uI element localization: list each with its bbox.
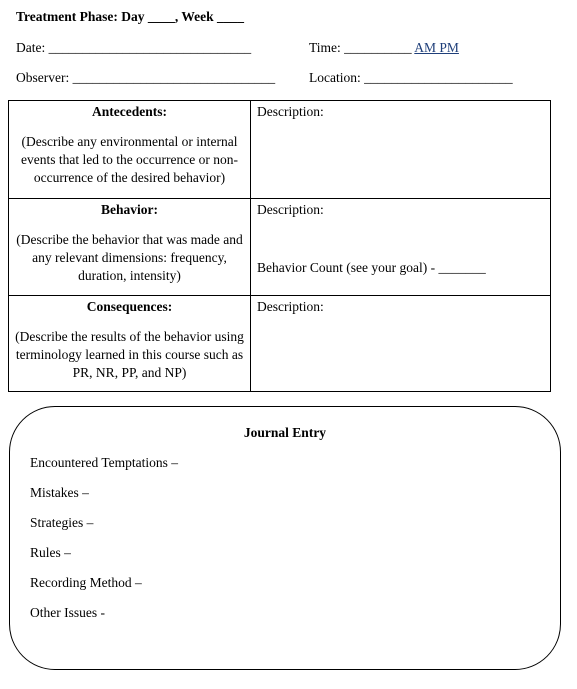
- location-field[interactable]: Location: ______________________: [309, 70, 513, 85]
- time-field[interactable]: [309, 40, 459, 56]
- journal-title: Journal Entry: [243, 425, 327, 440]
- behavior-heading: Behavior:: [101, 202, 158, 217]
- journal-item-other-issues[interactable]: Other Issues -: [30, 605, 105, 620]
- journal-entry-box[interactable]: [9, 406, 561, 670]
- journal-item-strategies[interactable]: Strategies –: [30, 515, 94, 530]
- behavior-description-cell[interactable]: [251, 199, 551, 296]
- am-pm-link[interactable]: AM PM: [414, 40, 459, 55]
- journal-item-recording-method[interactable]: Recording Method –: [30, 575, 142, 590]
- consequences-cell: [9, 296, 251, 392]
- journal-item-temptations[interactable]: Encountered Temptations –: [30, 455, 179, 470]
- behavior-cell: [9, 199, 251, 296]
- consequences-description-label: Description:: [257, 299, 324, 314]
- antecedents-instruction: (Describe any environmental or internal events that led to the occurrence or non-occurrence of the desired behavior): [20, 134, 239, 185]
- behavior-description-label: Description:: [257, 202, 324, 217]
- time-label: Time: __________: [309, 40, 412, 55]
- journal-item-mistakes[interactable]: Mistakes –: [30, 485, 89, 500]
- consequences-instruction: (Describe the results of the behavior using terminology learned in this course such as PR, NR, PP, and NP): [15, 329, 244, 380]
- behavior-count-field[interactable]: Behavior Count (see your goal) - _______: [257, 260, 486, 275]
- table-row-antecedents: [9, 101, 551, 199]
- consequences-heading: Consequences:: [86, 299, 173, 314]
- date-field[interactable]: Date: ______________________________: [16, 40, 252, 55]
- abc-table: [8, 100, 551, 392]
- antecedents-heading: Antecedents:: [92, 104, 167, 119]
- observer-field[interactable]: Observer: ______________________________: [16, 70, 276, 85]
- journal-item-rules[interactable]: Rules –: [30, 545, 71, 560]
- behavior-instruction: (Describe the behavior that was made and any relevant dimensions: frequency, duration, intensity): [16, 232, 243, 283]
- consequences-description-cell[interactable]: [251, 296, 551, 392]
- antecedents-description-cell[interactable]: [251, 101, 551, 199]
- antecedents-cell: [9, 101, 251, 199]
- table-row-behavior: [9, 199, 551, 296]
- form-title: Treatment Phase: Day ____, Week ____: [16, 9, 244, 24]
- antecedents-description-label: Description:: [257, 104, 324, 119]
- table-row-consequences: [9, 296, 551, 392]
